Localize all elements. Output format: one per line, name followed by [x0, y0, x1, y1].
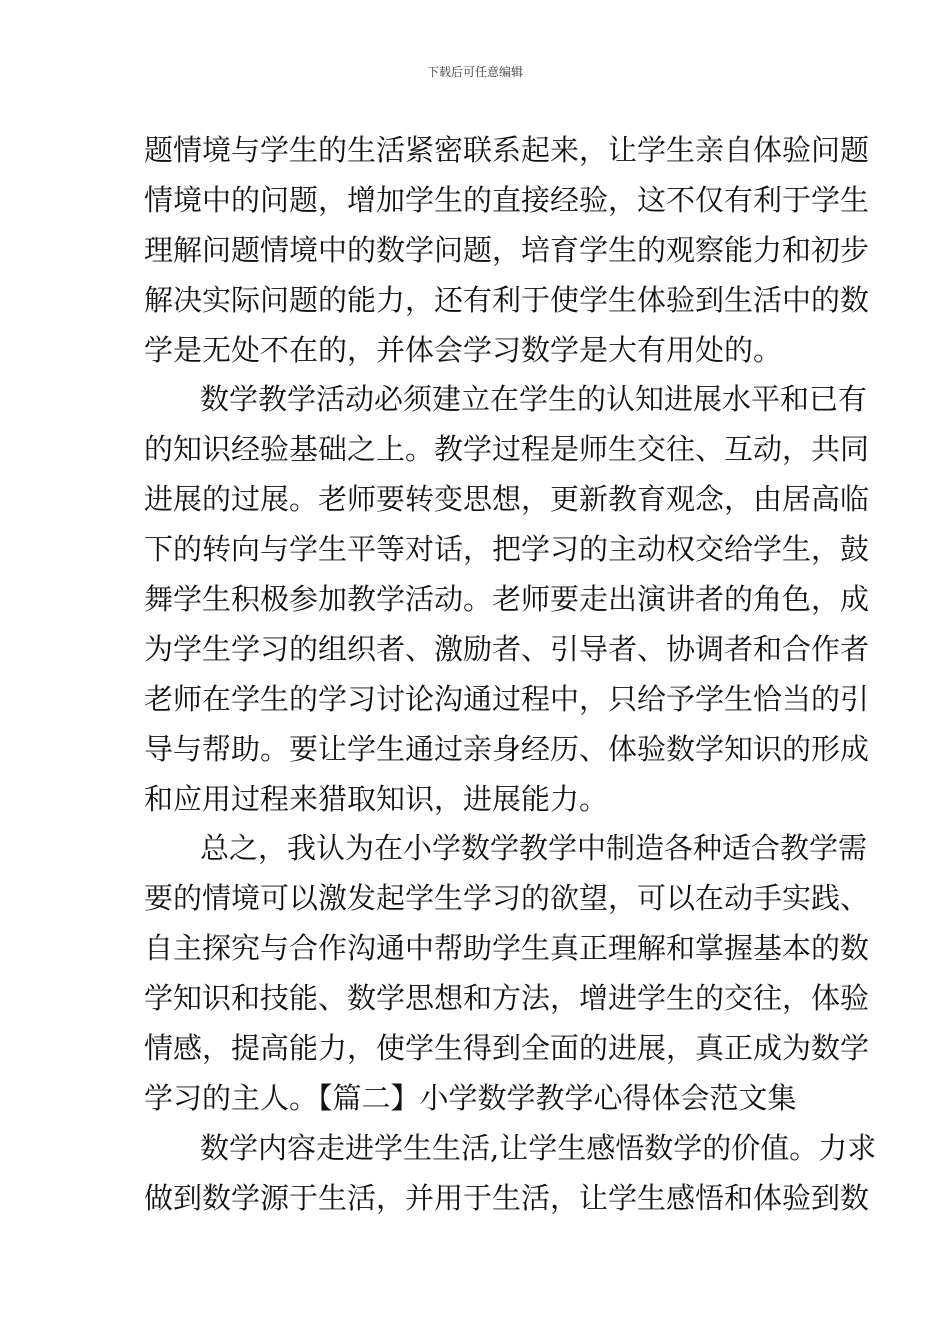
- text-line: 学习的主人。【篇二】小学数学教学心得体会范文集: [144, 1080, 797, 1115]
- text-line: 老师在学生的学习讨论沟通过程中，只给予学生恰当的引: [144, 681, 870, 716]
- text-line: 学知识和技能、数学思想和方法，增进学生的交往，体验: [144, 981, 870, 1016]
- paragraph-start-line: 数学教学活动必须建立在学生的认知进展水平和已有: [200, 382, 868, 417]
- text-line: 情境中的问题，增加学生的直接经验，这不仅有利于学生: [144, 182, 870, 217]
- text-line: 自主探究与合作沟通中帮助学生真正理解和掌握基本的数: [144, 931, 870, 966]
- paragraph-start-line: 总之，我认为在小学数学教学中制造各种适合教学需: [200, 831, 868, 866]
- text-line: 理解问题情境中的数学问题，培育学生的观察能力和初步: [144, 232, 870, 267]
- text-line: 舞学生积极参加教学活动。老师要走出演讲者的角色，成: [144, 582, 870, 617]
- text-line: 进展的过展。老师要转变思想，更新教育观念，由居高临: [144, 482, 870, 517]
- text-line: 题情境与学生的生活紧密联系起来，让学生亲自体验问题: [144, 133, 870, 167]
- document-body: [144, 126, 877, 1224]
- text-line: 的知识经验基础之上。教学过程是师生交往、互动，共同: [144, 432, 870, 467]
- paragraph-start-line: 数学内容走进学生生活,让学生感悟数学的价值。力求: [200, 1130, 877, 1165]
- text-line: 做到数学源于生活，并用于生活，让学生感悟和体验到数: [144, 1180, 870, 1215]
- text-line: 导与帮助。要让学生通过亲身经历、体验数学知识的形成: [144, 731, 870, 766]
- text-line: 解决实际问题的能力，还有利于使学生体验到生活中的数: [144, 282, 870, 317]
- text-line: 学是无处不在的，并体会学习数学是大有用处的。: [144, 332, 783, 367]
- text-line: 要的情境可以激发起学生学习的欲望，可以在动手实践、: [144, 881, 870, 916]
- text-line: 为学生学习的组织者、激励者、引导者、协调者和合作者: [144, 631, 870, 666]
- text-line: 和应用过程来猎取知识，进展能力。: [144, 781, 609, 816]
- page-header: 下载后可任意编辑: [426, 65, 523, 79]
- text-line: 情感，提高能力，使学生得到全面的进展，真正成为数学: [144, 1031, 870, 1066]
- text-line: 下的转向与学生平等对话，把学习的主动权交给学生，鼓: [144, 532, 870, 567]
